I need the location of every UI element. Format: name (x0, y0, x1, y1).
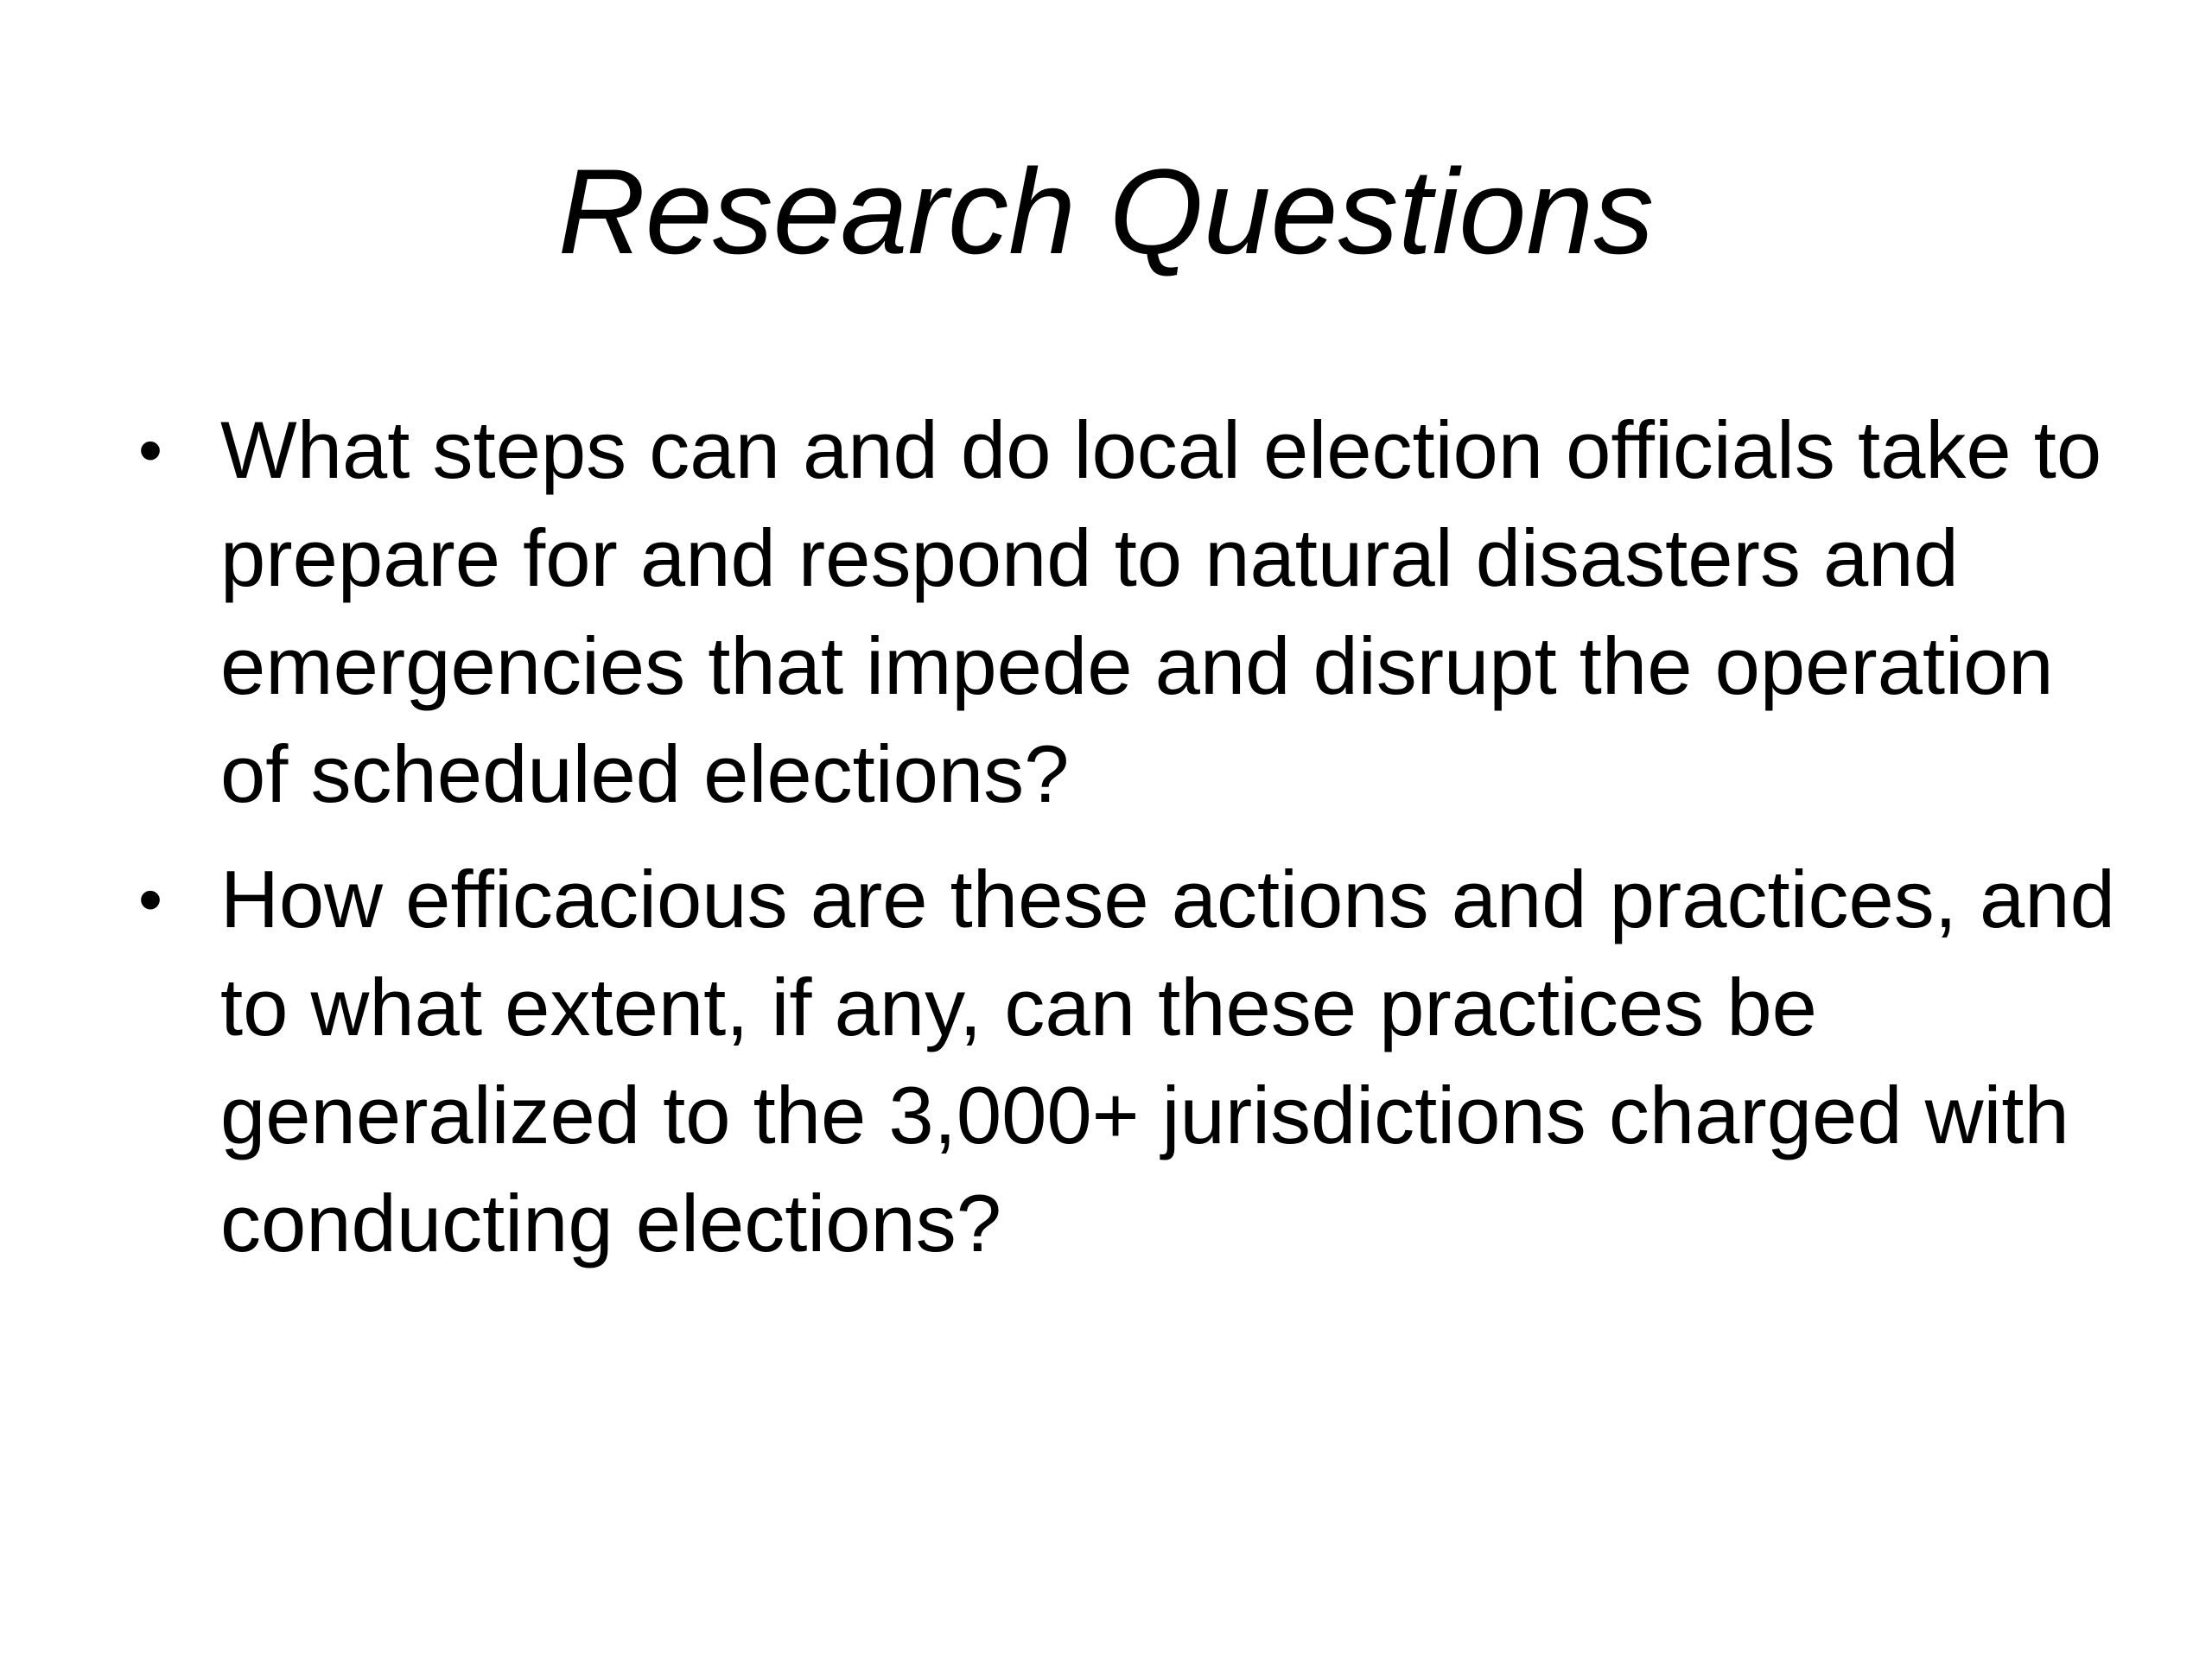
bullet-marker: • (138, 411, 163, 488)
bullet-text: How efficacious are these actions and practices, and to what extent, if any, can these practices be generalized to the 3,000+ jurisdictions charged with conducting elections? (220, 854, 2115, 1268)
bullet-list (130, 396, 2126, 1294)
bullet-item (130, 396, 2126, 828)
bullet-item (130, 845, 2126, 1277)
slide-title: Research Questions (557, 143, 1655, 279)
bullet-text: What steps can and do local election officials take to prepare for and respond to natural disasters and emergencies that impede and disrupt the operation of scheduled elections? (220, 404, 2102, 819)
bullet-marker: • (138, 861, 163, 938)
